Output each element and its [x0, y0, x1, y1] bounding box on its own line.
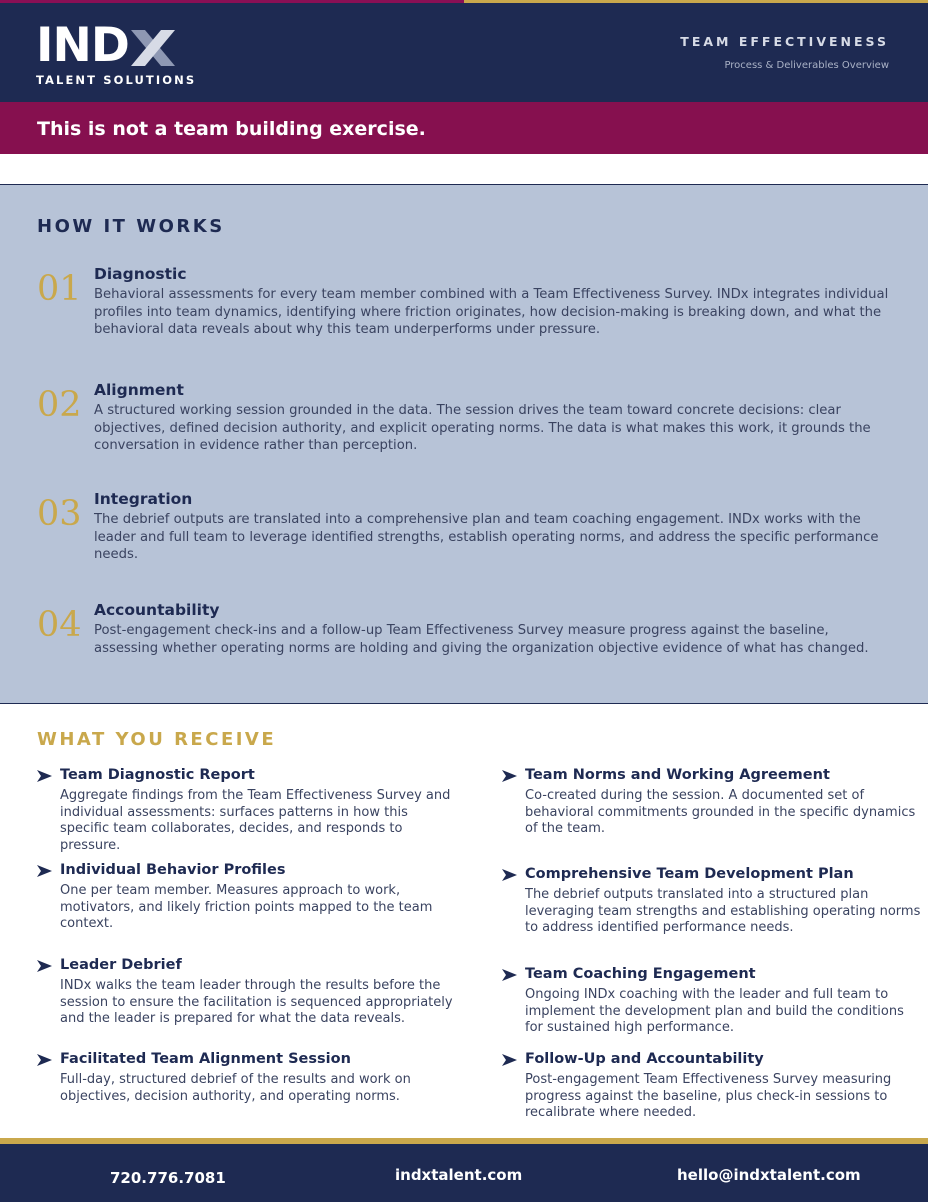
page-footer	[0, 1144, 928, 1202]
page-header	[0, 3, 928, 102]
document-subtitle: Process & Deliverables Overview	[724, 60, 889, 71]
what-you-receive-heading: WHAT YOU RECEIVE	[37, 729, 277, 750]
step-description: Post-engagement check-ins and a follow-up Team Effectiveness Survey measure progress against the baseline, assessing whether operating norms are holding and giving the organization objective evidence of what has changed.	[94, 623, 869, 656]
arrow-right-icon	[37, 770, 52, 782]
deliverable-title: Individual Behavior Profiles	[60, 862, 286, 878]
logo-wordmark: IND	[36, 18, 129, 73]
step-title: Integration	[94, 490, 193, 508]
arrow-right-icon	[37, 960, 52, 972]
step-description: Behavioral assessments for every team member combined with a Team Effectiveness Survey. INDx integrates individual profiles into team dynamics, identifying where friction originates, how decision-making is breaking down, and what the behavioral data reveals about why this team underperforms under pressure.	[94, 287, 889, 337]
deliverable-description: Aggregate findings from the Team Effectiveness Survey and individual assessments: surfaces patterns in how this specific team collaborates, decides, and responds to pressure.	[60, 788, 451, 853]
arrow-right-icon	[37, 865, 52, 877]
deliverable-description: Post-engagement Team Effectiveness Survey measuring progress against the baseline, plus check-in sessions to recalibrate where needed.	[525, 1072, 892, 1120]
step-description: A structured working session grounded in the data. The session drives the team toward concrete decisions: clear objectives, defined decision authority, and explicit operating norms. The data is what makes this work, it grounds the conversation in evidence rather than perception.	[94, 403, 871, 453]
how-it-works-section	[0, 184, 928, 704]
deliverable-description: The debrief outputs translated into a structured plan leveraging team strengths and establishing operating norms to address identified performance needs.	[525, 887, 921, 935]
step-number: 03	[37, 494, 82, 534]
logo-mark	[36, 18, 196, 73]
deliverable-description: Co-created during the session. A documented set of behavioral commitments grounded in the specific dynamics of the team.	[525, 788, 916, 836]
arrow-right-icon	[502, 1054, 517, 1066]
arrow-right-icon	[502, 869, 517, 881]
header-right	[680, 34, 889, 71]
deliverable-description: One per team member. Measures approach to work, motivators, and likely friction points mapped to the team context.	[60, 883, 433, 931]
deliverable-title: Team Diagnostic Report	[60, 767, 255, 783]
step-title: Diagnostic	[94, 265, 187, 283]
logo-subtitle: TALENT SOLUTIONS	[36, 73, 197, 87]
how-it-works-heading: HOW IT WORKS	[37, 216, 225, 237]
deliverable-title: Team Norms and Working Agreement	[525, 767, 830, 783]
arrow-right-icon	[37, 1054, 52, 1066]
footer-email-link[interactable]: hello@indxtalent.com	[677, 1166, 861, 1184]
deliverable-description: Ongoing INDx coaching with the leader and full team to implement the development plan and build the conditions for sustained high performance.	[525, 987, 904, 1035]
footer-website-link[interactable]: indxtalent.com	[395, 1166, 523, 1184]
step-number: 01	[37, 269, 82, 309]
indx-logo	[36, 18, 197, 87]
document-title: TEAM EFFECTIVENESS	[680, 34, 889, 49]
deliverable-title: Team Coaching Engagement	[525, 966, 756, 982]
deliverable-description: Full-day, structured debrief of the results and work on objectives, decision authority, and operating norms.	[60, 1072, 411, 1104]
deliverable-title: Facilitated Team Alignment Session	[60, 1051, 351, 1067]
tagline-banner	[0, 102, 928, 154]
footer-phone-link[interactable]: 720.776.7081	[110, 1169, 226, 1187]
step-description: The debrief outputs are translated into a comprehensive plan and team coaching engagement. INDx works with the leader and full team to leverage identified strengths, establish operating norms, and address the specific performance needs.	[94, 512, 879, 562]
tagline-text: This is not a team building exercise.	[37, 118, 426, 140]
deliverable-title: Leader Debrief	[60, 957, 182, 973]
step-number: 02	[37, 385, 82, 425]
step-number: 04	[37, 605, 82, 645]
arrow-right-icon	[502, 770, 517, 782]
deliverable-title: Follow-Up and Accountability	[525, 1051, 764, 1067]
deliverable-title: Comprehensive Team Development Plan	[525, 866, 854, 882]
step-title: Alignment	[94, 381, 184, 399]
arrow-right-icon	[502, 969, 517, 981]
logo-x-icon	[131, 30, 175, 66]
deliverable-description: INDx walks the team leader through the results before the session to ensure the facilitation is sequenced appropriately and the leader is prepared for what the data reveals.	[60, 978, 453, 1026]
step-title: Accountability	[94, 601, 220, 619]
